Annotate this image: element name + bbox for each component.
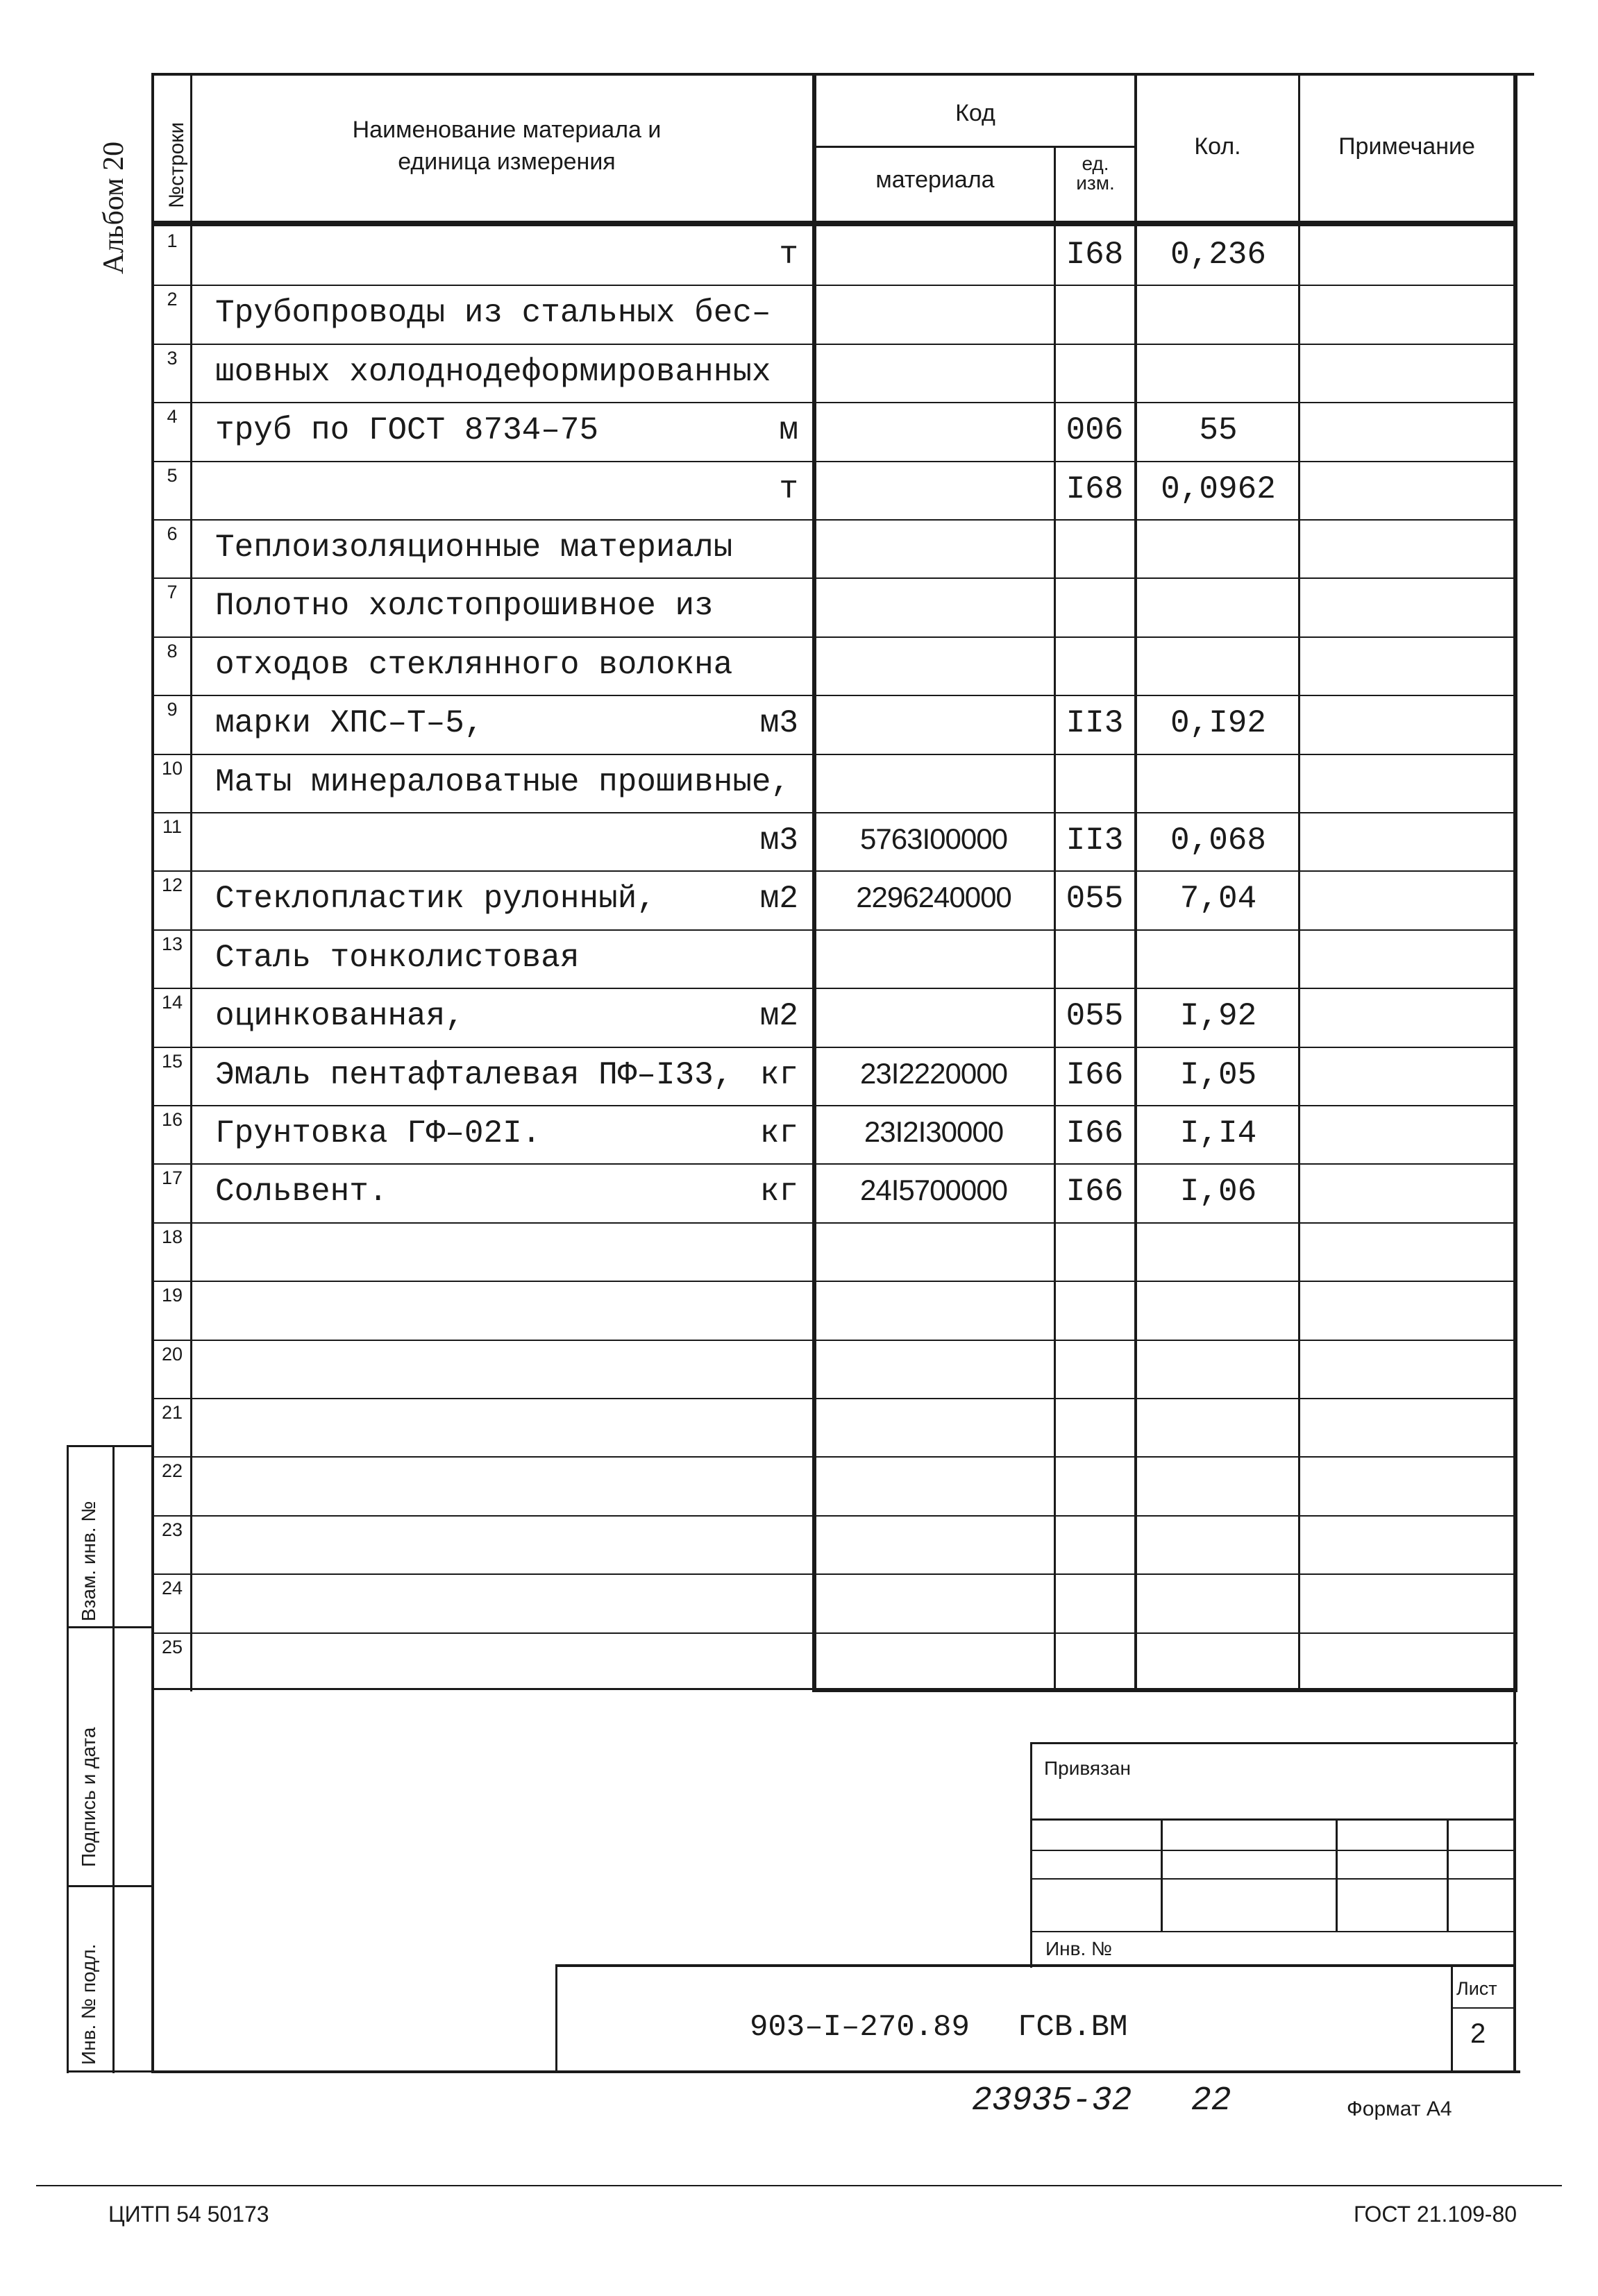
row-name: Сольвент. [215,1174,388,1210]
row-unit: т [779,471,798,507]
row-name: Теплоизоляционные материалы [215,530,733,566]
row-unit: м2 [759,998,798,1034]
row-number: 13 [161,934,183,954]
row-quantity: 7,04 [1179,881,1257,917]
row-unit: кг [759,1057,798,1093]
row-number: 21 [161,1402,183,1423]
row-name: марки ХПС–Т–5, [215,705,484,741]
row-quantity: 55 [1199,412,1238,448]
row-unit: кг [759,1115,798,1151]
side-sign-date: Подпись и дата [78,1727,99,1867]
row-unit: м2 [759,881,798,917]
row-name: Грунтовка ГФ–02I. [215,1115,541,1151]
footer-left: ЦИТП 54 50173 [108,2202,269,2227]
album-label: Альбом 20 [98,141,130,274]
row-unit-code: II3 [1066,822,1124,859]
header-row-no: №строки [165,121,188,208]
header-qty: Кол. [1194,133,1241,160]
row-divider [154,1573,1515,1575]
row-material-code: 2296240000 [856,881,1011,913]
row-number: 12 [161,875,183,895]
row-number: 9 [167,699,178,720]
row-unit-code: I66 [1066,1057,1124,1093]
row-name: Эмаль пентафталевая ПФ–I33, [215,1057,733,1093]
header-code: Код [955,100,995,126]
row-divider [154,636,1515,638]
row-number: 18 [161,1226,183,1247]
row-divider [154,1398,1515,1399]
stamp-doc-code: 903–I–270.89 [750,2010,970,2045]
row-number: 24 [161,1578,183,1598]
footer-handwritten-page: 22 [1191,2082,1231,2120]
row-material-code: 23I2220000 [860,1057,1007,1090]
row-quantity: 0,0962 [1161,471,1276,507]
footer-format: Формат А4 [1347,2097,1452,2120]
row-quantity: I,I4 [1179,1115,1257,1151]
row-name: Маты минераловатные прошивные, [215,764,791,800]
row-name: Стеклопластик рулонный, [215,881,656,917]
stamp-bound: Привязан [1044,1757,1131,1779]
row-name: шовных холоднодеформированных [215,354,771,390]
side-inv-original: Инв. № подл. [78,1943,99,2065]
row-unit-code: II3 [1066,705,1124,741]
row-divider [154,344,1515,345]
footer-right: ГОСТ 21.109-80 [1354,2202,1517,2227]
row-divider [154,519,1515,521]
side-replaced-inv: Взам. инв. № [78,1501,99,1621]
row-number: 16 [161,1109,183,1130]
row-number: 20 [161,1344,183,1365]
row-unit-code: 006 [1066,412,1124,448]
stamp-doc-mark: ГСВ.ВМ [1018,2010,1128,2045]
row-material-code: 5763I00000 [860,822,1007,855]
row-divider [154,285,1515,286]
row-divider [154,402,1515,403]
row-divider [154,461,1515,462]
row-number: 10 [161,758,183,779]
row-quantity: I,92 [1179,998,1257,1034]
stamp-sheet-label: Лист [1456,1978,1497,1999]
row-number: 3 [167,348,178,369]
header-name-2: единица измерения [398,149,616,175]
row-number: 17 [161,1167,183,1188]
row-divider [154,1105,1515,1106]
row-name: отходов стеклянного волокна [215,647,733,683]
row-unit-code: I68 [1066,237,1124,273]
row-number: 19 [161,1285,183,1306]
row-divider [154,1632,1515,1634]
row-divider [154,1515,1515,1517]
row-divider [154,929,1515,931]
row-unit: кг [759,1174,798,1210]
row-number: 8 [167,641,178,661]
footer-divider [36,2185,1562,2186]
row-divider [154,870,1515,872]
row-divider [154,1047,1515,1048]
row-name: Трубопроводы из стальных бес– [215,295,771,331]
row-unit-code: 055 [1066,881,1124,917]
row-material-code: 24I5700000 [860,1174,1007,1206]
row-quantity: I,05 [1179,1057,1257,1093]
row-unit: т [779,237,798,273]
row-unit: м3 [759,705,798,741]
header-note: Примечание [1338,133,1475,160]
header-code-unit: ед. изм. [1076,153,1115,194]
row-unit-code: I66 [1066,1115,1124,1151]
row-divider [154,1340,1515,1341]
row-divider [154,988,1515,989]
row-number: 11 [162,816,183,837]
header-name-1: Наименование материала и [352,117,662,143]
row-unit-code: I68 [1066,471,1124,507]
row-divider [154,577,1515,579]
row-unit-code: I66 [1066,1174,1124,1210]
row-divider [154,1163,1515,1165]
row-unit: м3 [759,822,798,859]
row-number: 14 [161,992,183,1013]
row-name: труб по ГОСТ 8734–75 [215,412,599,448]
row-number: 25 [161,1637,183,1657]
row-divider [154,695,1515,696]
row-unit-code: 055 [1066,998,1124,1034]
row-name: Сталь тонколистовая [215,940,580,976]
row-number: 1 [167,230,178,251]
row-number: 6 [167,523,178,544]
row-divider [154,812,1515,813]
row-material-code: 23I2I30000 [864,1115,1004,1148]
row-number: 2 [167,289,178,310]
stamp-inv-no: Инв. № [1045,1938,1113,1959]
stamp-sheet-no: 2 [1470,2018,1486,2049]
header-code-material: материала [875,167,995,193]
row-number: 23 [161,1519,183,1540]
row-unit: м [779,412,798,448]
row-name: оцинкованная, [215,998,464,1034]
row-number: 7 [167,582,178,602]
footer-handwritten-number: 23935-32 [972,2082,1132,2120]
row-divider [154,1456,1515,1458]
row-number: 5 [167,465,178,486]
row-divider [154,754,1515,755]
row-number: 4 [167,406,178,427]
row-divider [154,1222,1515,1224]
row-number: 15 [161,1051,183,1072]
row-quantity: I,06 [1179,1174,1257,1210]
row-quantity: 0,I92 [1170,705,1267,741]
row-divider [154,1281,1515,1282]
row-name: Полотно холстопрошивное из [215,588,714,624]
row-quantity: 0,068 [1170,822,1267,859]
row-quantity: 0,236 [1170,237,1267,273]
row-number: 22 [161,1460,183,1481]
